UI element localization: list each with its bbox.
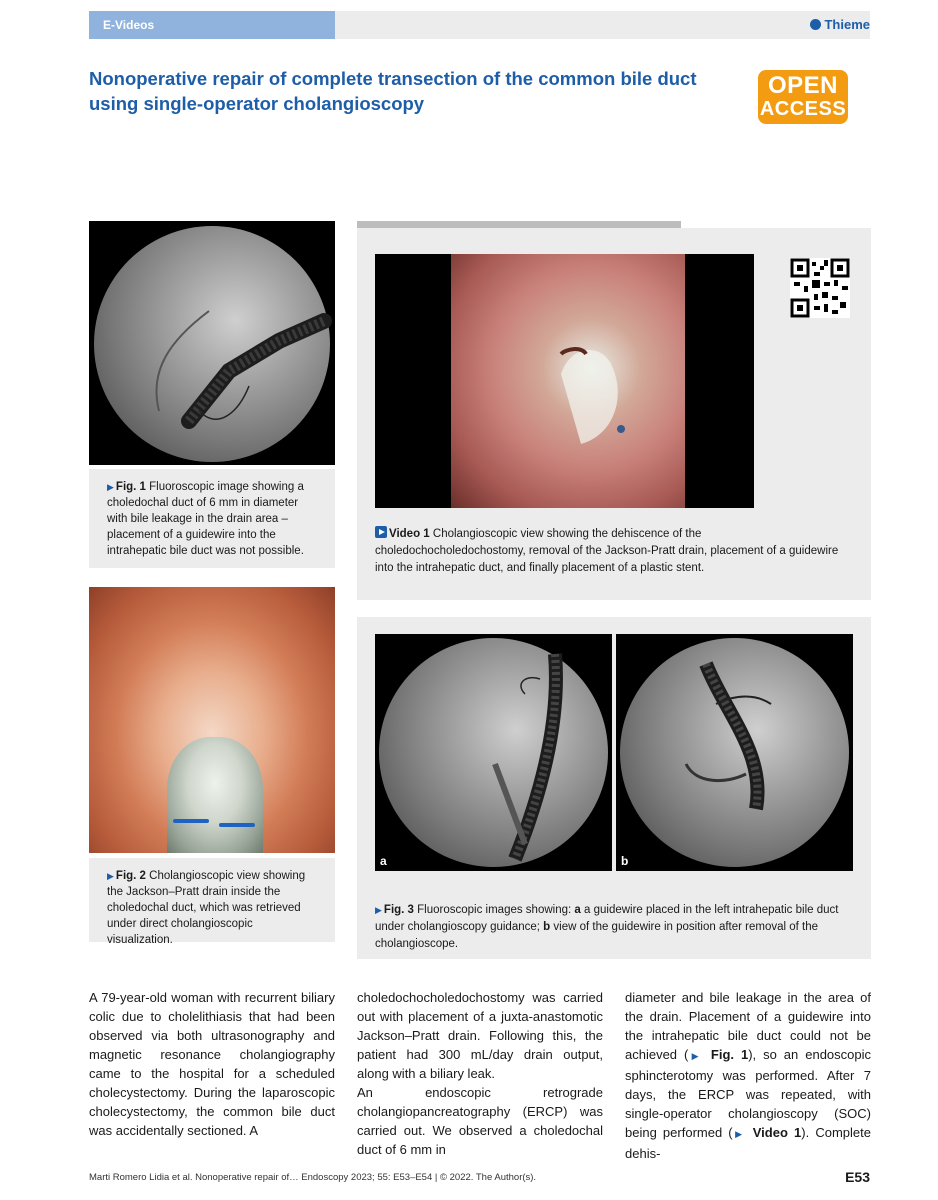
figure-1-reference[interactable]: Fig. 1 (710, 1047, 749, 1062)
figure-3b-sublabel: b (621, 854, 629, 868)
badge-line1: OPEN (767, 72, 838, 99)
triangle-icon: ▶ (375, 905, 382, 915)
figure-3-caption (375, 902, 865, 953)
paragraph: A 79-year-old woman with recurrent biliary colic due to cholelithiasis that had been observed via both ultrasonography and magnetic resonance cholangiography came to the hospital for a scheduled cholecystectomy. During the laparoscopic cholecystectomy, the common bile duct was accidentally sectioned. A (89, 990, 335, 1138)
figure-1-caption (89, 469, 335, 568)
figure-2-label: Fig. 2 (115, 870, 146, 882)
text-run: ), so an endoscopic sphincterotomy was performed. After 7 days, the ERCP was repeated, with single-operator cholangioscopy (SOC) being performed ( (625, 1047, 871, 1140)
figure-3-caption-b: view of the guidewire in position after removal of the cholangioscope. (375, 921, 819, 950)
footer-citation: Marti Romero Lidia et al. Nonoperative repair of… Endoscopy 2023; 55: E53–E54 | © 2022. The Author(s). (89, 1172, 537, 1183)
triangle-icon: ▶ (107, 871, 114, 881)
publisher-name: Thieme (824, 17, 870, 32)
text-run: ). Complete dehis- (625, 1125, 871, 1161)
badge-line2: ACCESS (759, 98, 847, 120)
figure-3b-image (616, 634, 853, 871)
video-1-caption-text: Cholangioscopic view showing the dehiscence of the choledochocholedochostomy, removal of the Jackson-Pratt drain, placement of a guidewire into the intrahepatic duct, and finally placement of a plastic stent. (375, 528, 839, 574)
figure-2-image (89, 587, 335, 853)
publisher-logo (810, 11, 870, 39)
video-1-caption (375, 526, 853, 577)
paragraph: An endoscopic retrograde cholangiopancreatography (ERCP) was carried out. We observed a choledochal duct of 6 mm in (357, 1085, 603, 1157)
figure-2-caption-text: Cholangioscopic view showing the Jackson–Pratt drain inside the choledochal duct, which was retrieved under direct cholangioscopic visualization. (107, 870, 306, 946)
video-top-bar (357, 221, 681, 228)
play-icon (375, 526, 387, 538)
video-1-label: Video 1 (389, 528, 430, 540)
video-1-reference[interactable]: Video 1 (752, 1125, 802, 1140)
triangle-icon: ▶ (107, 482, 114, 492)
article-title: Nonoperative repair of complete transection of the common bile duct using single-operator cholangioscopy (89, 68, 697, 114)
thieme-logo-icon (810, 19, 821, 30)
qr-code[interactable] (790, 258, 850, 318)
figure-3-caption-b-marker: b (543, 921, 551, 933)
section-label: E-Videos (89, 11, 335, 39)
body-column-1 (89, 988, 335, 1140)
body-column-3 (625, 988, 871, 1163)
triangle-icon: ▶ (732, 1129, 745, 1139)
page-number: E53 (845, 1169, 870, 1185)
figure-1-label: Fig. 1 (115, 481, 146, 493)
triangle-icon: ▶ (688, 1051, 702, 1061)
figure-2-caption (89, 858, 335, 946)
figure-1-image (89, 221, 335, 465)
text-run: diameter and bile leakage in the area of the drain. Placement of a guidewire into the intrahepatic bile duct could not be achieved ( (625, 990, 871, 1062)
figure-3-caption-a-marker: a (574, 904, 581, 916)
figure-3-caption-a: a guidewire placed in the left intrahepatic bile duct under cholangioscopy guidance; (375, 904, 839, 933)
open-access-badge (758, 70, 848, 124)
figure-3a-image (375, 634, 612, 871)
figure-3-caption-pre: Fluoroscopic images showing: (417, 904, 575, 916)
paragraph (625, 988, 871, 1163)
figure-1-caption-text: Fluoroscopic image showing a choledochal duct of 6 mm in diameter with bile leakage in the drain area – placement of a guidewire into the intrahepatic bile duct was not possible. (107, 481, 304, 557)
paragraph: choledochocholedochostomy was carried out with placement of a juxta-anastomotic Jackson–Pratt drain. Following this, the patient had 300 mL/day drain output, along with a biliary leak. (357, 990, 603, 1081)
body-column-2 (357, 988, 603, 1159)
video-1-player[interactable] (375, 254, 754, 508)
figure-3a-sublabel: a (380, 854, 387, 868)
figure-3-label: Fig. 3 (383, 904, 414, 916)
